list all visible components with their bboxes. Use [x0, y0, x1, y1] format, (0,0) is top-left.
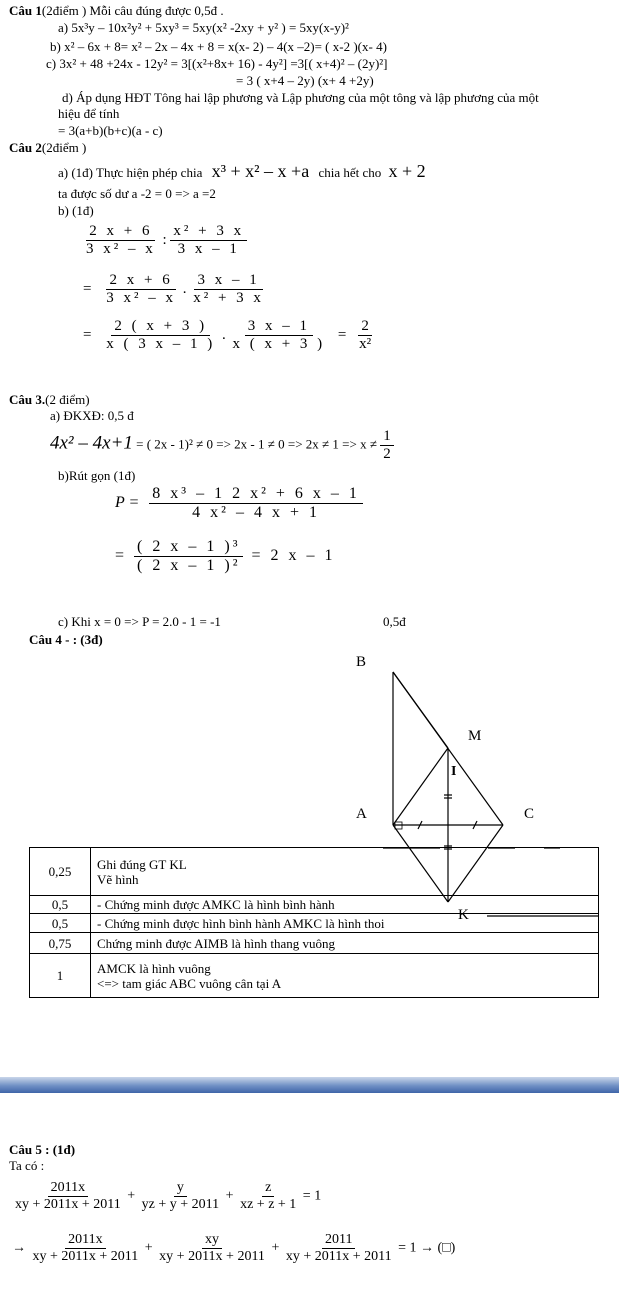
- q1-note: (2điểm ) Mỗi câu đúng được 0,5đ .: [41, 3, 224, 18]
- table-row: 0,5 - Chứng minh được AMKC là hình bình hành: [30, 896, 599, 914]
- q2-l1-frac1: $\frac{2 x + 6}{\text{3 x² – x}}$: [86, 223, 156, 257]
- geometry-figure: [0, 640, 619, 940]
- q5-equation-2: → $\frac{2011x}{xy + 2011x + 2011}$ + $\frac{xy}{xy + 2011x + 2011}$ + $\frac{2011}{xy + 2011x + 2011}$ = 1 → (□): [12, 1232, 456, 1264]
- q2-b-label: b) (1đ): [58, 203, 94, 218]
- q3-result-line: = $\frac{\text{( 2 x – 1 )³}}{\text{( 2 x – 1 )²}}$ = 2 x – 1: [115, 538, 336, 574]
- label-C: C: [524, 806, 535, 822]
- q1-c2: = 3 ( x+4 – 2y) (x+ 4 +2y): [236, 73, 374, 88]
- q3-a-expr: 4x² – 4x+1: [50, 432, 133, 454]
- q2-frac-line1: $\frac{2 x + 6}{\text{3 x² – x}}$ : $\frac{\text{x² + 3 x}}{3 x - 1}$: [83, 223, 247, 258]
- q3-b-label: b)Rút gọn (1đ): [58, 468, 136, 483]
- q3-title: Câu 3.: [9, 392, 46, 407]
- q2-l3-frac3: $\frac{2}{\text{x²}}$: [359, 318, 372, 352]
- table-row: 0,25 Ghi đúng GT KL Vẽ hình: [30, 848, 599, 896]
- table-row: 1 AMCK là hình vuông <=> tam giác ABC vuông cân tại A: [30, 954, 599, 998]
- q2-a-text: a) (1đ) Thực hiện phép chia: [58, 165, 203, 180]
- q2-heading: [9, 140, 86, 156]
- q3-c-score: 0,5đ: [383, 614, 406, 629]
- q1-title: Câu 1: [9, 3, 42, 18]
- page-separator: [0, 1077, 619, 1093]
- q1-b: b) x² – 6x + 8= x² – 2x – 4x + 8 = x(x- 2) – 4(x –2)= ( x-2 )(x- 4): [50, 39, 387, 54]
- q3-p-line: P = $\frac{\text{8 x³ – 1 2 x² + 6 x – 1}}{\text{4 x² – 4 x + 1}}$: [115, 485, 363, 522]
- q2-frac-line2: = $\frac{2 x + 6}{\text{3 x² – x}}$ . $\frac{3 x - 1}{\text{x² + 3 x}}$: [83, 272, 267, 307]
- q3-p-frac: $\frac{\text{8 x³ – 1 2 x² + 6 x – 1}}{\text{4 x² – 4 x + 1}}$: [149, 485, 363, 522]
- q2-title: Câu 2: [9, 140, 42, 155]
- q2-l3-frac2: $\frac{3 x - 1}{x ( x + 3 )}$: [232, 318, 326, 352]
- q2-l3-frac1: $\frac{2 ( x + 3 )}{x ( 3 x - 1 )}$: [106, 318, 216, 352]
- q2-l2-frac1: $\frac{2 x + 6}{\text{3 x² – x}}$: [106, 272, 176, 306]
- q3-heading: [9, 392, 90, 408]
- q5-title: Câu 5 : (1đ): [9, 1142, 76, 1157]
- q1-d3: = 3(a+b)(b+c)(a - c): [58, 123, 163, 138]
- q2-l1-frac2: $\frac{\text{x² + 3 x}}{3 x - 1}$: [170, 223, 247, 258]
- q3-a-rest: = ( 2x - 1)² ≠ 0 => 2x - 1 ≠ 0 => 2x ≠ 1 => x ≠: [136, 436, 377, 452]
- q2-a-mid: chia hết cho: [318, 165, 382, 180]
- q1-c1: c) 3x² + 48 +24x - 12y² = 3[(x²+8x+ 16) - 4y²] =3[( x+4)² – (2y)²]: [46, 56, 388, 71]
- segment-AM: [393, 748, 448, 825]
- q2-frac-line3: = $\frac{2 ( x + 3 )}{x ( 3 x - 1 )}$ . $\frac{3 x - 1}{x ( x + 3 )}$ = $\frac{2}{\text{x²}}$: [83, 318, 374, 353]
- label-I: I: [451, 764, 457, 779]
- q3-result-frac: $\frac{\text{( 2 x – 1 )³}}{\text{( 2 x – 1 )²}}$: [134, 538, 243, 575]
- q5-intro: Ta có :: [9, 1158, 45, 1173]
- q3-c-text: c) Khi x = 0 => P = 2.0 - 1 = -1: [58, 614, 221, 629]
- q1-d2: hiệu để tính: [58, 106, 120, 121]
- q3-a-line: [50, 428, 394, 463]
- segment-AK: [393, 825, 448, 902]
- q5-equation-1: $\frac{2011x}{xy + 2011x + 2011}$ + $\frac{y}{yz + y + 2011}$ + $\frac{z}{xz + z + 1}$ = 1: [15, 1180, 322, 1212]
- q3-a-frac: $\frac{1}{2}$: [380, 428, 394, 463]
- q2-l2-frac2: $\frac{3 x - 1}{\text{x² + 3 x}}$: [193, 272, 264, 306]
- q3-a-label: a) ĐKXĐ: 0,5 đ: [50, 408, 134, 423]
- q1-d1: d) Áp dụng HĐT Tông hai lập phương và Lập phương của một tông và lập phương của một: [62, 90, 539, 105]
- segment-CK: [448, 825, 503, 902]
- q2-a-divisor: x + 2: [388, 161, 426, 181]
- q2-a-poly: x³ + x² – x +a: [211, 161, 310, 181]
- q1-heading: [9, 3, 224, 19]
- label-M: M: [468, 728, 482, 744]
- table-row: 0,5 - Chứng minh được hình bình hành AMKC là hình thoi: [30, 914, 599, 933]
- label-B: B: [356, 654, 367, 670]
- table-row: 0,75 Chứng minh được AIMB là hình thang vuông: [30, 933, 599, 954]
- q2-a-remainder: ta được số dư a -2 = 0 => a =2: [58, 186, 216, 201]
- q3-note: (2 điểm): [45, 392, 90, 407]
- q4-title: Câu 4 - : (3đ): [29, 632, 103, 647]
- label-A: A: [356, 806, 367, 822]
- q1-a: a) 5x³y – 10x²y² + 5xy³ = 5xy(x² -2xy + y² ) = 5xy(x-y)²: [58, 20, 349, 35]
- label-K: K: [458, 907, 469, 923]
- q2-a-line: [58, 161, 426, 182]
- q2-note: (2điểm ): [41, 140, 87, 155]
